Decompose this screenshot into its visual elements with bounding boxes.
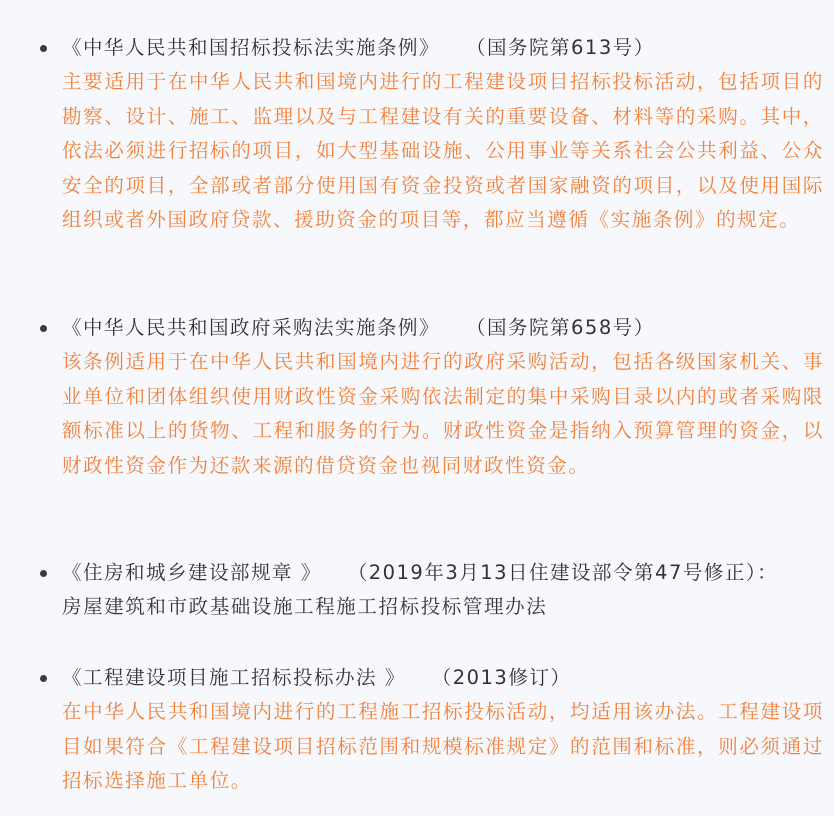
item-title: 《中华人民共和国政府采购法实施条例》 [62,316,441,339]
item-title-line [62,661,824,695]
item-note: （国务院第613号） [466,36,655,59]
item-title-line [62,31,824,65]
item-title: 《中华人民共和国招标投标法实施条例》 [62,36,441,59]
item-description: 该条例适用于在中华人民共和国境内进行的政府采购活动，包括各级国家机关、事业单位和团体组织使用财政性资金采购依法制定的集中采购目录以内的或者采购限额标准以上的货物、工程和服务的行为。财政性资金是指纳入预算管理的资金，以财政性资金作为还款来源的借贷资金也视同财政性资金。 [62,350,824,477]
item-title: 《住房和城乡建设部规章 》 [62,561,322,584]
item-title-line [62,556,824,590]
item-note: （2019年3月13日住建设部令第47号修正）： [347,561,779,584]
item-description: 房屋建筑和市政基础设施工程施工招标投标管理办法 [62,595,548,618]
bullet-icon [40,45,47,52]
item-title-line [62,311,824,345]
item-description: 在中华人民共和国境内进行的工程施工招标投标活动，均适用该办法。工程建设项目如果符合《工程建设项目招标范围和规模标准规定》的范围和标准，则必须通过招标选择施工单位。 [62,700,824,793]
item-description: 主要适用于在中华人民共和国境内进行的工程建设项目招标投标活动，包括项目的勘察、设计、施工、监理以及与工程建设有关的重要设备、材料等的采购。其中，依法必须进行招标的项目，如大型基础设施、公用事业等关系社会公共利益、公众安全的项目，全部或者部分使用国有资金投资或者国家融资的项目，以及使用国际组织或者外国政府贷款、援助资金的项目等，都应当遵循《实施条例》的规定。 [62,70,824,232]
list-item [40,311,824,483]
item-note: （国务院第658号） [466,316,655,339]
list-item [40,661,824,799]
bullet-icon [40,675,47,682]
bullet-icon [40,570,47,577]
list-item [40,556,824,625]
list-item [40,31,824,238]
bullet-icon [40,325,47,332]
item-title: 《工程建设项目施工招标投标办法 》 [62,666,406,689]
item-note: （2013修订） [431,666,572,689]
